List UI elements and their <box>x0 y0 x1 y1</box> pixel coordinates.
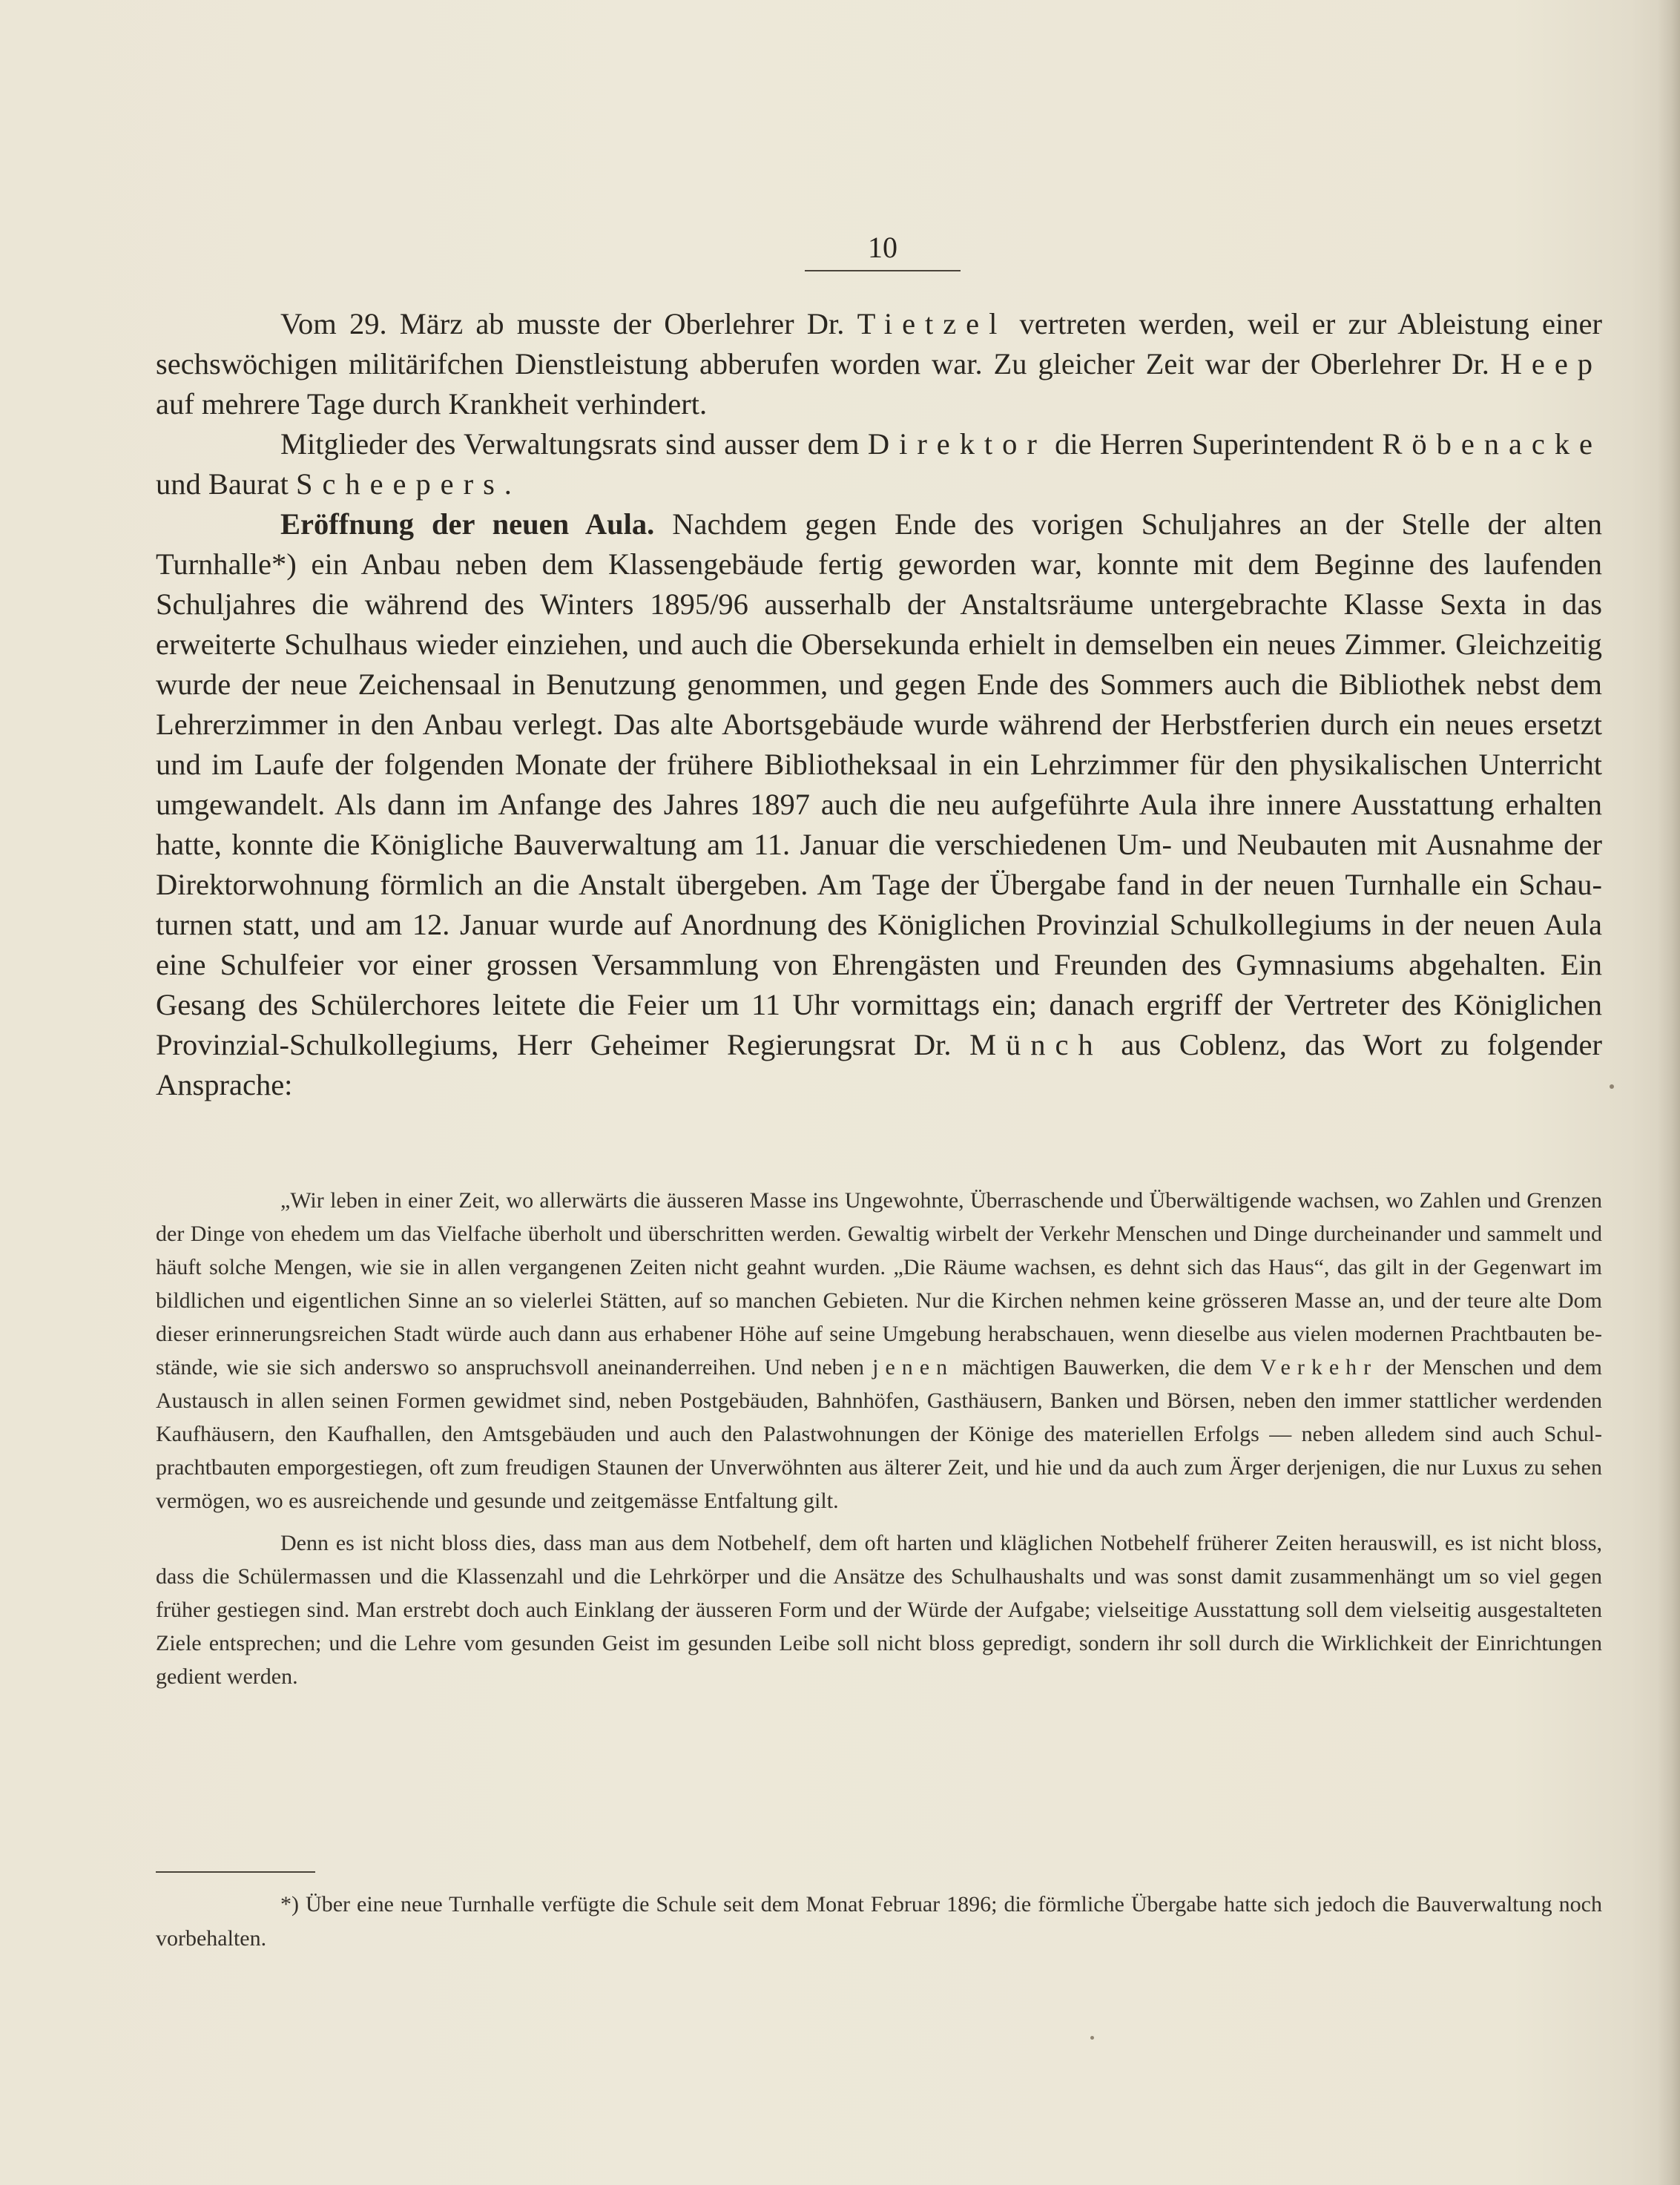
text-run: Nachdem gegen Ende des vorigen Schuljahres an der Stelle der alten Turnhalle*) ein Anbau neben dem Klassengebäude fertig geworden war, konnte mit dem Beginne des laufenden Schuljahres die während des Winters 1895/96 ausserhalb der Anstaltsräume untergebrachte Klasse Sexta in das erweiterte Schulhaus wieder einziehen, und auch die Obersekunda erhielt in demselben ein neues Zimmer. Gleichzeitig wurde der neue Zeichensaal in Benutzung genommen, und gegen Ende des Sommers auch die Bibliothek nebst dem Lehrerzimmer in den Anbau verlegt. Das alte Abortsgebäude wurde während der Herbstferien durch ein neues ersetzt und im Laufe der folgenden Monate der frühere Bibliotheksaal in ein Lehrzimmer für den physikalischen Unterricht umgewandelt. Als dann im Anfange des Jahres 1897 auch die neu aufgeführte Aula ihre innere Ausstattung erhalten hatte, konnte die Königliche Bauverwaltung am 11. Januar die verschiedenen Um- und Neubauten mit Ausnahme der Direktorwohnung förmlich an die Anstalt übergeben. Am Tage der Übergabe fand in der neuen Turnhalle ein Schauturnen statt, und am 12. Januar wurde auf Anordnung des Königlichen Provinzial Schulkollegiums in der neuen Aula eine Schulfeier vor einer grossen Versammlung von Ehrengästen und Freunden des Gymnasiums abgehalten. Ein Gesang des Schülerchores leitete die Feier um 11 Uhr vormittags ein; danach ergriff der Vertreter des Königlichen Provinzial-Schulkollegiums, Herr Geheimer Regierungsrat Dr. <box>156 507 1602 1061</box>
emphasis-jenen: jenen <box>872 1355 955 1380</box>
text-run: „Wir leben in einer Zeit, wo allerwärts die äusseren Masse ins Ungewohnte, Überraschende und Überwältigende wachsen, wo Zahlen und Grenzen der Dinge von ehedem um das Vielfache überholt und überschritten werden. Gewaltig wirbelt der Verkehr Menschen und Dinge durcheinander und sammelt und häuft solche Mengen, wie sie in allen vergangenen Zeiten nicht geahnt wurden. „Die Räume wachsen, es dehnt sich das Haus“, das gilt in der Gegenwart im bildlichen und eigentlichen Sinne an so vielerlei Stätten, auf so manchen Gebieten. Nur die Kirchen nehmen keine grösseren Masse an, und der teure alte Dom dieser erinnerungsreichen Stadt würde auch dann aus erhabener Höhe auf seine Umgebung herabschauen, wenn dieselbe aus vielen modernen Prachtbauten bestände, wie sie sich anderswo so anspruchsvoll aneinanderreihen. Und neben <box>156 1188 1602 1380</box>
text-run: auf mehrere Tage durch Krankheit verhindert. <box>156 387 708 421</box>
quote-paragraph-2: Denn es ist nicht bloss dies, dass man aus dem Notbehelf, dem oft harten und kläglichen Notbehelf früherer Zeiten herauswill, es ist nicht bloss, dass die Schülermassen und die Klassenzahl und die Lehrkörper und die Ansätze des Schulhaushalts und was sonst damit zusammenhängt um so viel gegen früher gestiegen sind. Man erstrebt doch auch Einklang der äusseren Form und der Würde der Aufgabe; vielseitige Ausstattung soll dem vielseitig ausgestalteten Ziele entsprechen; und die Lehre vom gesunden Geist im gesunden Leibe soll nicht bloss gepredigt, sondern ihr soll durch die Wirklichkeit der Einrichtungen gedient werden. <box>156 1531 1602 1689</box>
speech-quote <box>156 1184 1602 1693</box>
text-run: der Menschen und dem Austausch in allen seinen Formen gewidmet sind, neben Postgebäuden, Bahnhöfen, Gasthäusern, Banken und Börsen, neben den immer stattlicher werdenden Kaufhäusern, den Kaufhallen, den Amtsgebäuden und auch den Palastwohnungen der Könige des materiellen Erfolgs — neben alledem sind auch Schulprachtbauten emporgestiegen, oft zum freudigen Staunen der Unverwöhnten aus älterer Zeit, und hie und da auch zum Ärger derjenigen, die nur Luxus zu sehen vermögen, wo es ausreichende und gesunde und zeitgemässe Entfaltung gilt. <box>156 1355 1602 1513</box>
name-direktor: Direktor <box>867 427 1047 461</box>
footnote-text: *) Über eine neue Turnhalle verfügte die Schule seit dem Monat Februar 1896; die förmliche Übergabe hatte sich jedoch die Bauverwaltung noch vorbehalten. <box>156 1892 1602 1951</box>
emphasis-verkehr: Verkehr <box>1260 1355 1378 1380</box>
text-run: aus Coblenz, das Wort zu folgender Ansprache: <box>156 1028 1602 1101</box>
footnote <box>156 1888 1602 1956</box>
paragraph-administrative-board <box>156 424 1602 504</box>
print-speck <box>1610 1084 1614 1089</box>
page-number-rule <box>805 270 961 271</box>
text-run: und Baurat <box>156 467 296 501</box>
name-muench: Münch <box>969 1028 1103 1061</box>
text-run: die Herren Superintendent <box>1046 427 1383 461</box>
text-run: Mitglieder des Verwaltungsrats sind ausser dem <box>280 427 868 461</box>
footnote-rule <box>156 1871 315 1873</box>
quote-paragraph-1 <box>156 1184 1602 1517</box>
text-run: vertreten werden, weil er zur Ableistung einer sechswöchigen militärifchen Dienstleistung abberufen worden war. Zu gleicher Zeit war der Oberlehrer Dr. <box>156 307 1602 380</box>
text-run: Vom 29. März ab musste der Oberlehrer Dr. <box>280 307 857 340</box>
name-roebenacke: Röbenacke <box>1382 427 1602 461</box>
text-run: mächtigen Bauwerken, die dem <box>954 1355 1261 1380</box>
main-text <box>156 304 1602 1105</box>
name-tietzel: Tietzel <box>857 307 1007 340</box>
name-scheepers: Scheepers <box>295 467 504 501</box>
paragraph-aula-opening <box>156 504 1602 1105</box>
section-heading: Eröffnung der neuen Aula. <box>280 507 655 541</box>
paragraph-substitution <box>156 304 1602 424</box>
print-speck <box>1090 2036 1094 2040</box>
page-number: 10 <box>868 231 897 264</box>
text-run: . <box>504 467 512 501</box>
name-heep: Heep <box>1500 347 1602 380</box>
page-edge-shadow <box>1658 0 1680 2185</box>
